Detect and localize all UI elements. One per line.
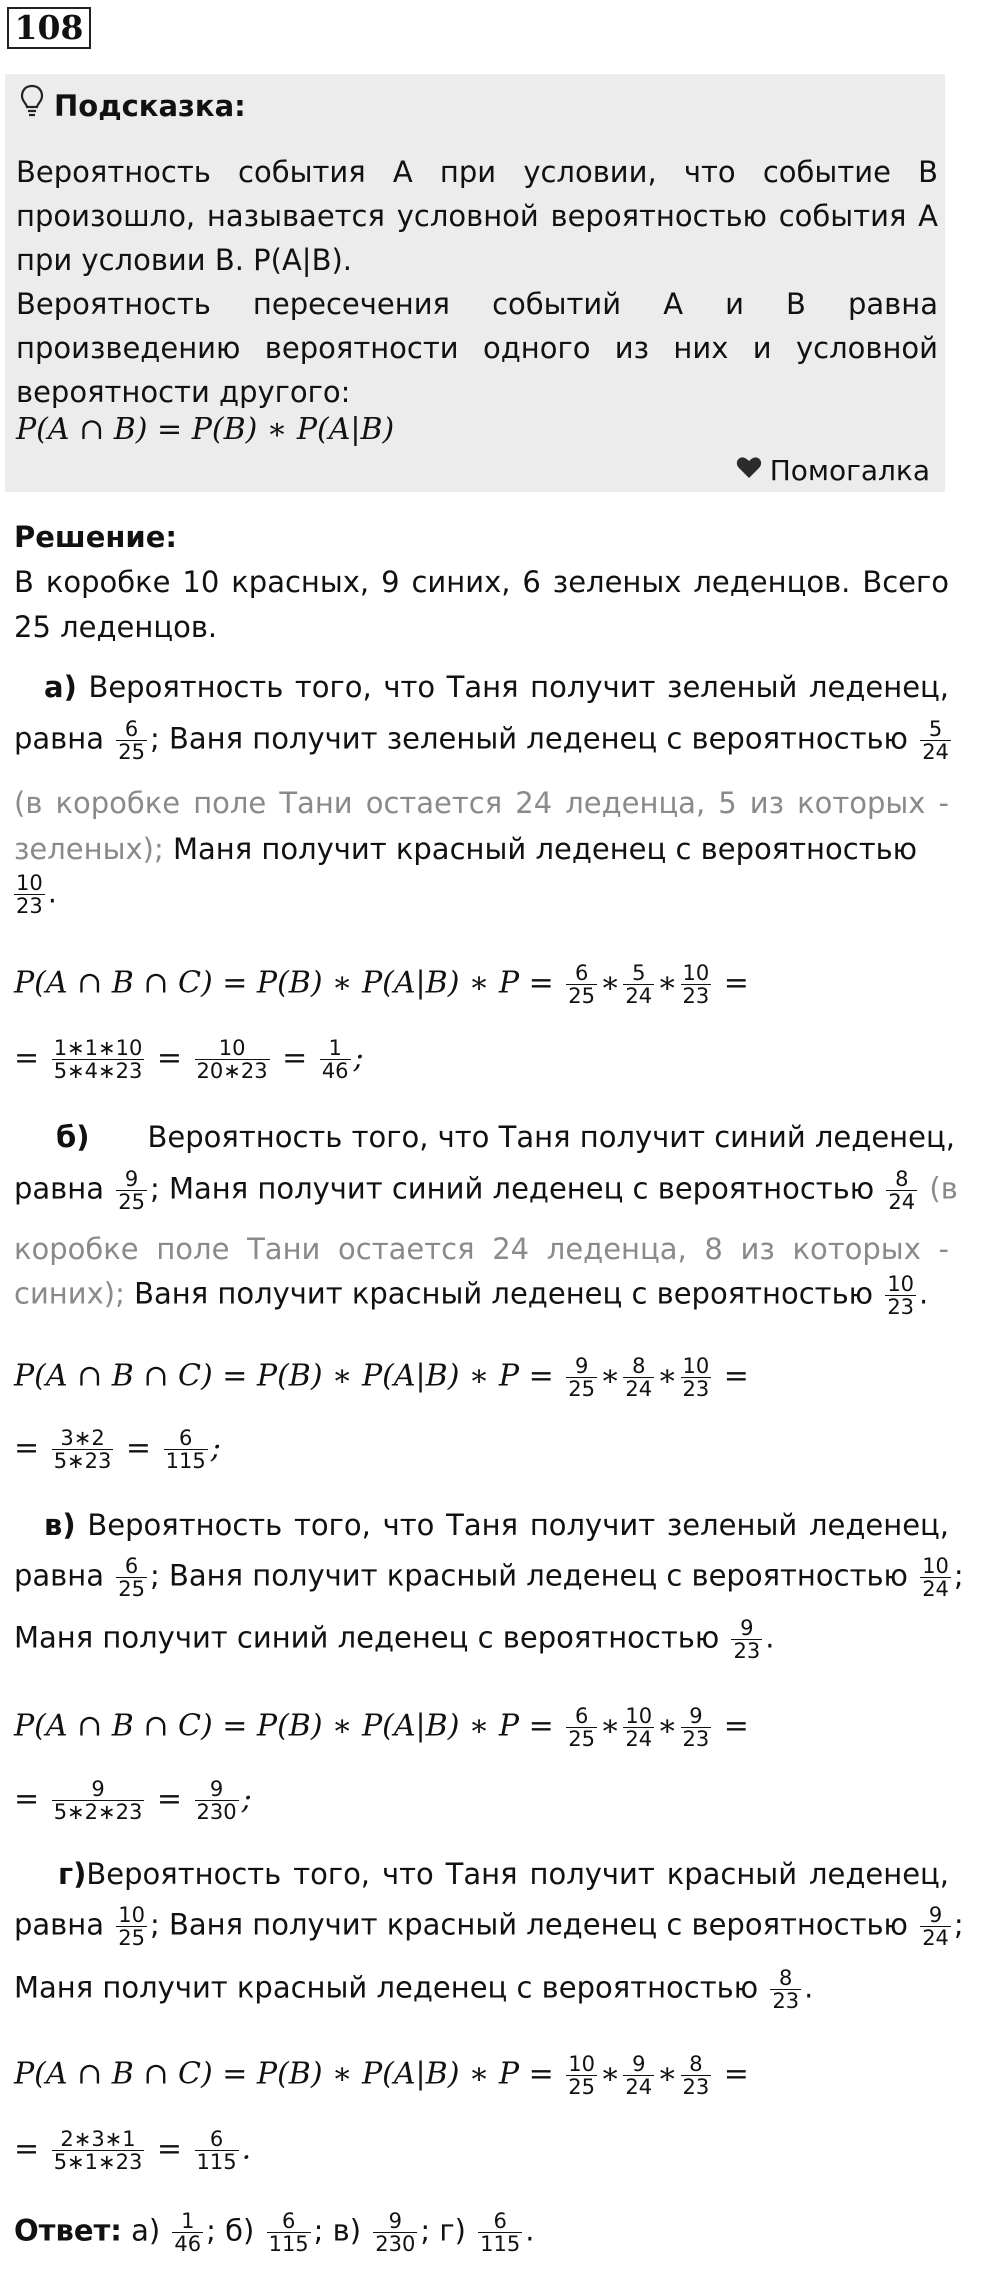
part-d-equation-2: = $\frac{2∗3∗1}{5∗1∗23}$ = $\frac{6}{115}$ . <box>14 2127 252 2174</box>
part-a-equation-1: P(A ∩ B ∩ C) = P(B) ∗ P(A|B) ∗ P = $\frac{6}{25}$ ∗ $\frac{5}{24}$ ∗ $\frac{10}{23}$ = <box>14 961 749 1008</box>
hint-paragraph-1: Вероятность события А при условии, что событие В произошло, называется условной вероятностью события А при условии В. Р(А|В). <box>16 155 938 277</box>
part-a-line-5: $\frac{10}{23}$ . <box>16 871 57 918</box>
part-c-equation-2: = $\frac{9}{5∗2∗23}$ = $\frac{9}{230}$ ; <box>14 1777 252 1824</box>
part-c-line-3: Маня получит синий леденец с вероятностью $\frac{9}{23}$ . <box>14 1616 775 1663</box>
answer-line: Ответ: а) $\frac{1}{46}$ ; б) $\frac{6}{115}$ ; в) $\frac{9}{230}$ ; г) $\frac{6}{115}$ . <box>14 2209 535 2256</box>
fraction: $\frac{5}{24}$ <box>922 717 949 764</box>
problem-number: 108 <box>7 7 91 49</box>
part-b-line-4: синих); Ваня получит красный леденец с вероятностью $\frac{10}{23}$ . <box>14 1272 929 1319</box>
part-a-line-2: равна $\frac{6}{25}$ ; Ваня получит зеленый леденец с вероятностью $\frac{5}{24}$ <box>14 717 949 764</box>
part-d-equation-1: P(A ∩ B ∩ C) = P(B) ∗ P(A|B) ∗ P = $\frac{10}{25}$ ∗ $\frac{9}{24}$ ∗ $\frac{8}{23}$ = <box>14 2052 749 2099</box>
part-d-line-2: равна $\frac{10}{25}$ ; Ваня получит красный леденец с вероятностью $\frac{9}{24}$ ; <box>14 1903 964 1950</box>
lightbulb-icon <box>20 84 44 128</box>
brand-label: Помогалка <box>769 454 930 487</box>
part-b-equation-2: = $\frac{3∗2}{5∗23}$ = $\frac{6}{115}$ ; <box>14 1426 221 1473</box>
hint-formula: P(A ∩ B) = P(B) ∗ P(A|B) <box>16 412 395 447</box>
fraction: $\frac{6}{25}$ <box>118 717 145 764</box>
part-b-line-1: б) Вероятность того, что Таня получит синий леденец, <box>56 1120 955 1154</box>
part-d-line-3: Маня получит красный леденец с вероятностью $\frac{8}{23}$ . <box>14 1966 814 2013</box>
fraction: $\frac{10}{23}$ <box>16 871 43 918</box>
hint-paragraph-2: Вероятность пересечения событий А и В равна произведению вероятности одного из них и условной вероятности другого: <box>16 287 938 409</box>
part-b-equation-1: P(A ∩ B ∩ C) = P(B) ∗ P(A|B) ∗ P = $\frac{9}{25}$ ∗ $\frac{8}{24}$ ∗ $\frac{10}{23}$ = <box>14 1354 749 1401</box>
part-a-line-1: а) Вероятность того, что Таня получит зеленый леденец, <box>44 670 950 704</box>
part-c-line-1: в) Вероятность того, что Таня получит зеленый леденец, <box>44 1508 950 1542</box>
part-c-line-2: равна $\frac{6}{25}$ ; Ваня получит красный леденец с вероятностью $\frac{10}{24}$ ; <box>14 1554 964 1601</box>
part-b-line-2: равна $\frac{9}{25}$ ; Маня получит синий леденец с вероятностью $\frac{8}{24}$ (в <box>14 1167 958 1214</box>
hint-text <box>16 150 938 414</box>
part-c-equation-1: P(A ∩ B ∩ C) = P(B) ∗ P(A|B) ∗ P = $\frac{6}{25}$ ∗ $\frac{10}{24}$ ∗ $\frac{9}{23}$ = <box>14 1704 749 1751</box>
part-b-note: коробке поле Тани остается 24 леденца, 8 из которых - <box>14 1232 949 1266</box>
part-a-equation-2: = $\frac{1∗1∗10}{5∗4∗23}$ = $\frac{10}{20∗23}$ = $\frac{1}{46}$ ; <box>14 1036 364 1083</box>
solution-intro-2: 25 леденцов. <box>14 610 218 644</box>
part-a-line-4: зеленых); Маня получит красный леденец с вероятностью <box>14 832 918 866</box>
solution-heading: Решение: <box>14 520 178 554</box>
solution-intro-1: В коробке 10 красных, 9 синих, 6 зеленых леденцов. Всего <box>14 565 949 599</box>
hint-title <box>20 84 246 128</box>
part-a-note-1: (в коробке поле Тани остается 24 леденца, 5 из которых - <box>14 786 949 820</box>
heart-icon <box>736 451 762 491</box>
hint-box <box>5 74 945 492</box>
part-d-line-1: г)Вероятность того, что Таня получит красный леденец, <box>58 1857 949 1891</box>
brand-link[interactable] <box>736 451 930 491</box>
hint-title-text: Подсказка: <box>54 89 246 123</box>
